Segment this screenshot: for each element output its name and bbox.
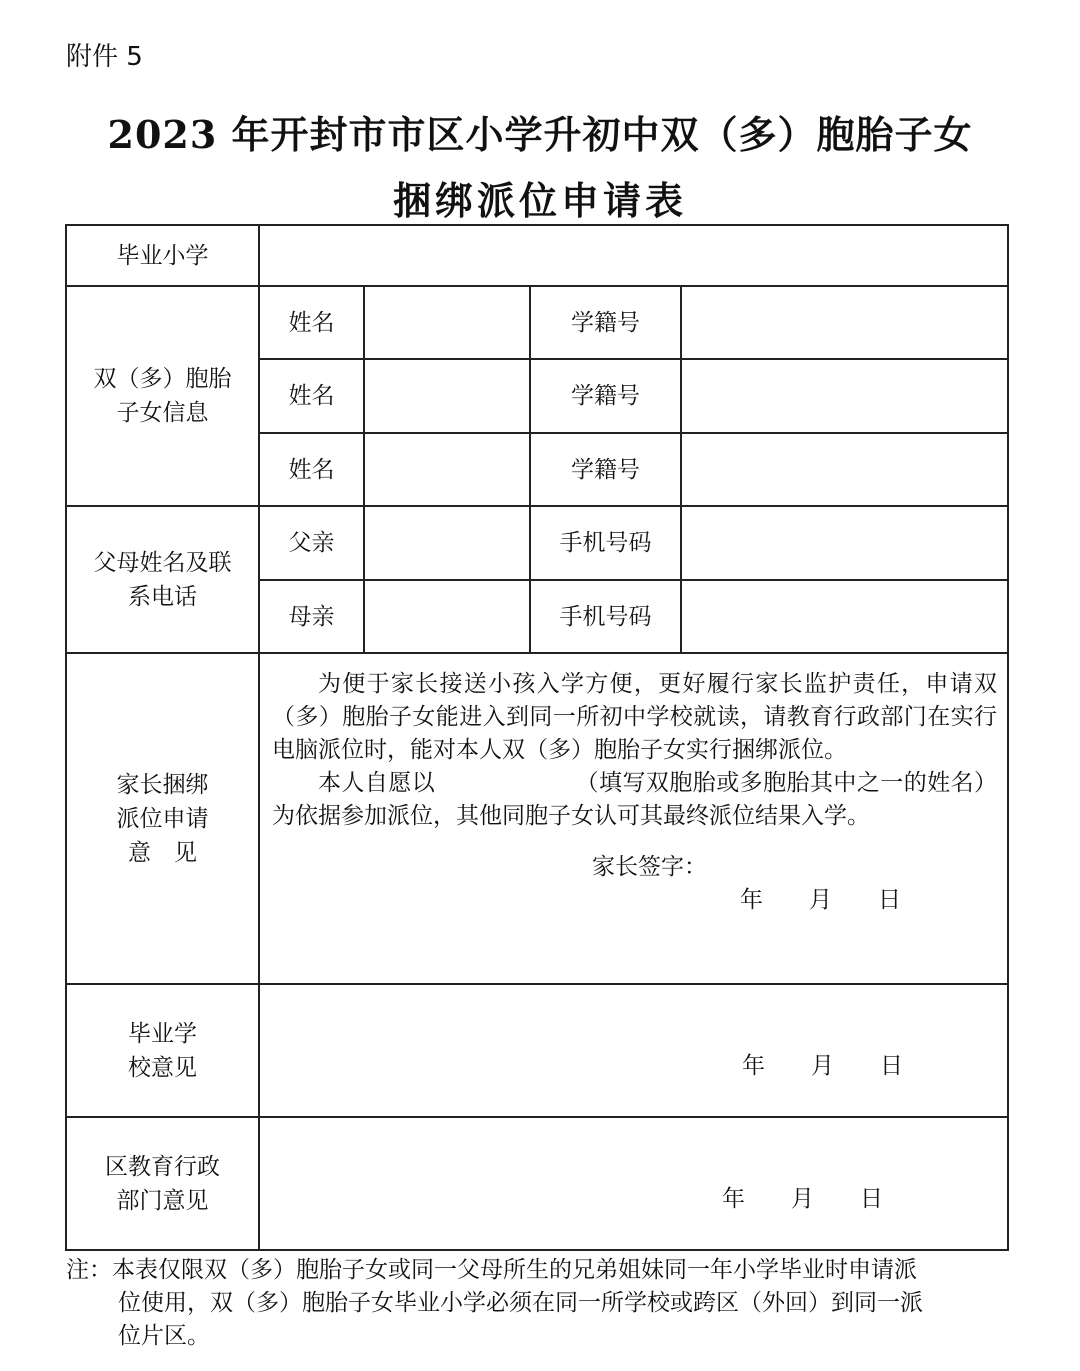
parent-opinion-label-line1: 家长捆绑 (116, 771, 209, 798)
form-title-line2: 捆绑派位申请表 (392, 178, 687, 223)
parent-opinion-label-line3: 意 见 (128, 839, 197, 866)
statement-paragraph-1: 为便于家长接送小孩入学方便，更好履行家长监护责任，申请双（多）胞胎子女能进入到同一所初中学校就读，请教育行政部门在实行电脑派位时，能对本人双（多）胞胎子女实行捆绑派位。 (272, 671, 997, 763)
twin-1-name-field[interactable] (364, 286, 530, 359)
parent-opinion-date: 年 月 日 (740, 887, 901, 913)
parent-signature-label: 家长签字： (592, 854, 707, 880)
twin-1-student-id-field[interactable] (681, 286, 1008, 359)
mother-name-field[interactable] (364, 580, 530, 653)
school-opinion-label-line2: 校意见 (128, 1054, 197, 1081)
twin-1-name-label: 姓名 (259, 286, 364, 359)
row-dept-opinion (66, 1117, 1008, 1250)
footnote-line2: 位使用，双（多）胞胎子女毕业小学必须在同一所学校或跨区（外回）到同一派 (118, 1290, 923, 1316)
parent-opinion-label (66, 653, 259, 984)
mother-phone-label: 手机号码 (530, 580, 681, 653)
statement-paragraph-2 (272, 767, 997, 833)
row-parent-opinion (66, 653, 1008, 984)
dept-opinion-label-line1: 区教育行政 (105, 1153, 220, 1180)
application-form-table (65, 224, 1009, 1251)
row-school-opinion (66, 984, 1008, 1117)
mother-label: 母亲 (259, 580, 364, 653)
father-phone-label: 手机号码 (530, 506, 681, 580)
school-opinion-date: 年 月 日 (742, 1053, 903, 1079)
footnote-line1: 注：本表仅限双（多）胞胎子女或同一父母所生的兄弟姐妹同一年小学毕业时申请派 (66, 1257, 917, 1283)
twin-3-student-id-label: 学籍号 (530, 433, 681, 506)
row-twin-1 (66, 286, 1008, 359)
twin-3-name-field[interactable] (364, 433, 530, 506)
parents-label (66, 506, 259, 653)
father-label: 父亲 (259, 506, 364, 580)
mother-phone-field[interactable] (681, 580, 1008, 653)
graduating-school-label: 毕业小学 (66, 225, 259, 286)
school-opinion-field[interactable] (259, 984, 1008, 1117)
school-opinion-label-line1: 毕业学 (128, 1020, 197, 1047)
dept-opinion-field[interactable] (259, 1117, 1008, 1250)
twin-3-name-label: 姓名 (259, 433, 364, 506)
father-name-field[interactable] (364, 506, 530, 580)
footnote (66, 1254, 1011, 1353)
twin-2-student-id-label: 学籍号 (530, 359, 681, 433)
row-father (66, 506, 1008, 580)
attachment-number: 附件 5 (66, 42, 143, 72)
parent-opinion-label-line2: 派位申请 (116, 805, 209, 832)
dept-opinion-label (66, 1117, 259, 1250)
twins-info-label-line1: 双（多）胞胎 (93, 366, 232, 392)
twin-2-name-label: 姓名 (259, 359, 364, 433)
graduating-school-field[interactable] (259, 225, 1008, 286)
twin-2-name-field[interactable] (364, 359, 530, 433)
twins-info-label-line2: 子女信息 (116, 400, 209, 426)
parent-statement-cell[interactable] (259, 653, 1008, 984)
parents-label-line2: 系电话 (128, 583, 197, 610)
father-phone-field[interactable] (681, 506, 1008, 580)
twin-1-student-id-label: 学籍号 (530, 286, 681, 359)
dept-opinion-date: 年 月 日 (722, 1186, 883, 1212)
row-graduating-school (66, 225, 1008, 286)
twin-3-student-id-field[interactable] (681, 433, 1008, 506)
school-opinion-label (66, 984, 259, 1117)
dept-opinion-label-line2: 部门意见 (116, 1187, 209, 1214)
twins-info-label (66, 286, 259, 506)
statement-p2-part-a: 本人自愿以 (318, 770, 436, 796)
parents-label-line1: 父母姓名及联 (93, 549, 232, 576)
form-title-line1: 2023 年开封市市区小学升初中双（多）胞胎子女 (107, 112, 973, 157)
statement-p2-part-b: （填写双胞胎或多胞胎其中之一的姓名）为依据参加派位，其他同胞子女认可其最终派位结果入学。 (272, 770, 998, 829)
footnote-line3: 位片区。 (118, 1323, 210, 1349)
twin-2-student-id-field[interactable] (681, 359, 1008, 433)
